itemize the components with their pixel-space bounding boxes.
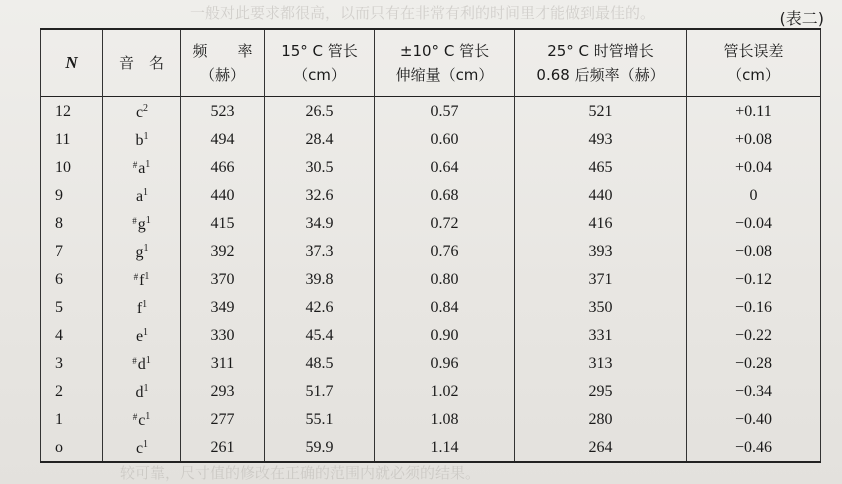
cell-length-error: −0.04 [687,209,821,237]
cell-n: 8 [41,209,103,237]
cell-frequency-after: 264 [515,433,687,462]
cell-frequency-after: 393 [515,237,687,265]
note-letter: b [135,132,144,149]
cell-length-error: −0.16 [687,293,821,321]
cell-note-name [103,181,181,209]
note-letter: d [137,356,146,373]
cell-frequency: 311 [181,349,265,377]
cell-expansion: 0.72 [375,209,515,237]
header-length [265,29,375,97]
cell-frequency-after: 331 [515,321,687,349]
cell-frequency: 261 [181,433,265,462]
cell-length-error: −0.28 [687,349,821,377]
cell-frequency: 330 [181,321,265,349]
octave-index: 1 [145,159,151,170]
cell-n: 2 [41,377,103,405]
octave-index: 2 [143,103,149,114]
cell-length: 48.5 [265,349,375,377]
header-length-error-line2: （cm） [727,66,780,84]
cell-frequency-after: 371 [515,265,687,293]
cell-length-error: +0.04 [687,153,821,181]
table-row [41,97,821,126]
header-length-line1: 15° C 管长 [281,42,358,60]
cell-frequency: 392 [181,237,265,265]
cell-length: 51.7 [265,377,375,405]
octave-index: 1 [143,327,149,338]
octave-index: 1 [144,271,150,282]
cell-frequency-after: 465 [515,153,687,181]
cell-length-error: −0.22 [687,321,821,349]
cell-length-error: 0 [687,181,821,209]
cell-expansion: 0.76 [375,237,515,265]
cell-expansion: 0.64 [375,153,515,181]
header-length-error-line1: 管长误差 [723,42,784,60]
cell-length-error: +0.11 [687,97,821,126]
cell-length: 34.9 [265,209,375,237]
note-letter: f [139,272,145,289]
cell-length: 55.1 [265,405,375,433]
cell-expansion: 1.14 [375,433,515,462]
cell-n: 1 [41,405,103,433]
sharp-sign: # [132,356,137,366]
header-frequency-line1: 频 率 [192,42,253,60]
octave-index: 1 [145,411,151,422]
cell-expansion: 0.57 [375,97,515,126]
cell-frequency: 277 [181,405,265,433]
table-row [41,209,821,237]
cell-expansion: 0.84 [375,293,515,321]
cell-note-name [103,97,181,126]
cell-length: 26.5 [265,97,375,126]
sharp-sign: # [133,272,139,282]
table-row [41,405,821,433]
octave-index: 1 [143,187,149,198]
header-length-line2: （cm） [293,66,346,84]
cell-expansion: 0.60 [375,125,515,153]
cell-note-name [103,321,181,349]
cell-length-error: +0.08 [687,125,821,153]
cell-expansion: 1.08 [375,405,515,433]
table-row [41,377,821,405]
cell-n: 7 [41,237,103,265]
cell-n: 12 [41,97,103,126]
cell-frequency-after: 416 [515,209,687,237]
cell-frequency: 523 [181,97,265,126]
octave-index: 1 [145,355,151,366]
cell-frequency: 370 [181,265,265,293]
cell-expansion: 0.68 [375,181,515,209]
header-frequency-after-line2: 0.68 后频率（赫） [536,66,665,84]
table-row [41,153,821,181]
cell-n: 5 [41,293,103,321]
cell-n: o [41,433,103,462]
cell-length-error: −0.12 [687,265,821,293]
cell-length-error: −0.34 [687,377,821,405]
cell-length: 42.6 [265,293,375,321]
header-expansion-line1: ±10° C 管长 [399,42,490,60]
octave-index: 1 [143,383,149,394]
table-row [41,265,821,293]
note-letter: a [138,160,146,177]
header-frequency [181,29,265,97]
table-row [41,293,821,321]
cell-frequency: 440 [181,181,265,209]
cell-length: 30.5 [265,153,375,181]
table-row [41,433,821,462]
note-letter: c [135,104,144,121]
sharp-sign: # [132,412,138,422]
cell-expansion: 0.96 [375,349,515,377]
header-frequency-line2: （赫） [199,66,245,84]
octave-index: 1 [142,299,148,310]
cell-length: 32.6 [265,181,375,209]
cell-length: 39.8 [265,265,375,293]
octave-index: 1 [143,243,149,254]
cell-frequency-after: 280 [515,405,687,433]
header-frequency-after [515,29,687,97]
cell-length: 45.4 [265,321,375,349]
note-letter: c [135,440,144,457]
header-n: N [41,29,103,97]
cell-note-name [103,237,181,265]
cell-note-name [103,125,181,153]
sharp-sign: # [132,216,137,226]
header-expansion-line2: 伸缩量（cm） [395,66,494,84]
cell-n: 4 [41,321,103,349]
header-expansion [375,29,515,97]
cell-frequency-after: 521 [515,97,687,126]
octave-index: 1 [145,215,151,226]
sharp-sign: # [132,160,138,170]
header-length-error [687,29,821,97]
cell-note-name [103,405,181,433]
header-note-name: 音 名 [103,29,181,97]
pipe-length-table [40,28,821,463]
cell-frequency: 466 [181,153,265,181]
cell-length-error: −0.46 [687,433,821,462]
cell-length-error: −0.08 [687,237,821,265]
cell-note-name [103,153,181,181]
cell-note-name [103,433,181,462]
note-letter: g [137,216,146,233]
bleed-through-text: 一般对此要求都很高，以而只有在非常有利的时间里才能做到最佳的。 [190,4,656,22]
bleed-through-text: 较可靠，尺寸值的修改在正确的范围内就必须的结果。 [120,464,481,482]
note-letter: e [135,328,144,345]
octave-index: 1 [143,439,149,450]
cell-note-name [103,265,181,293]
cell-frequency: 494 [181,125,265,153]
cell-frequency-after: 313 [515,349,687,377]
table-row [41,349,821,377]
table-label: (表二) [779,9,824,28]
cell-n: 6 [41,265,103,293]
cell-n: 3 [41,349,103,377]
table-row [41,181,821,209]
cell-note-name [103,349,181,377]
cell-expansion: 1.02 [375,377,515,405]
note-letter: d [135,384,144,401]
header-frequency-after-line1: 25° C 时管增长 [547,42,654,60]
cell-frequency-after: 440 [515,181,687,209]
table-row [41,237,821,265]
cell-length: 37.3 [265,237,375,265]
cell-note-name [103,293,181,321]
cell-length: 28.4 [265,125,375,153]
cell-frequency-after: 295 [515,377,687,405]
cell-note-name [103,377,181,405]
cell-frequency: 415 [181,209,265,237]
table-row [41,321,821,349]
cell-note-name [103,209,181,237]
cell-frequency: 293 [181,377,265,405]
cell-expansion: 0.90 [375,321,515,349]
table-row [41,125,821,153]
cell-n: 9 [41,181,103,209]
cell-n: 10 [41,153,103,181]
cell-length-error: −0.40 [687,405,821,433]
cell-frequency-after: 350 [515,293,687,321]
cell-n: 11 [41,125,103,153]
cell-frequency-after: 493 [515,125,687,153]
note-letter: a [135,188,144,205]
cell-frequency: 349 [181,293,265,321]
note-letter: g [135,244,144,261]
note-letter: f [136,300,143,317]
note-letter: c [138,412,146,429]
cell-length: 59.9 [265,433,375,462]
octave-index: 1 [143,131,149,142]
cell-expansion: 0.80 [375,265,515,293]
header-row [41,29,821,97]
